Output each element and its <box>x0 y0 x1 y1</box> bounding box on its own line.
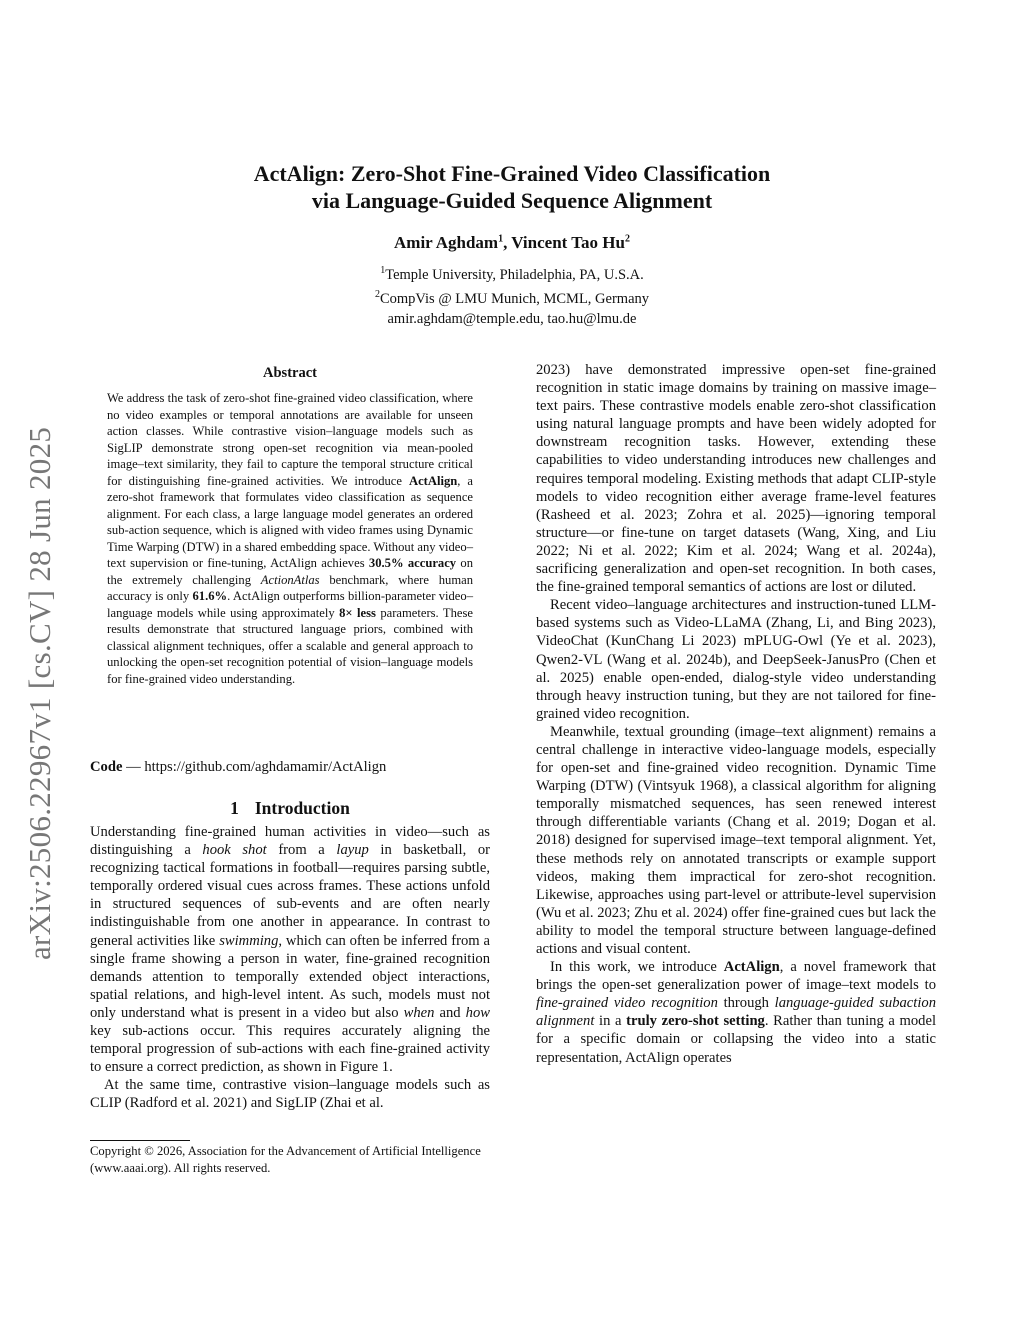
affil-1: Temple University, Philadelphia, PA, U.S.A. <box>385 266 644 283</box>
text-run: from a <box>266 842 337 859</box>
italic-run: hook shot <box>202 842 267 859</box>
paragraph: Recent video–language architectures and instruction-tuned LLM-based systems such as Video-LLaMA (Zhang, Li, and Bing 2023), VideoChat (KunChang Li 2023) mPLUG-Owl (Ye et al. 2023), Qwen2-VL (Wang et al. 2024b), and DeepSeek-JanusPro (Chen et al. 2025) enable open-ended, dialog-style video understanding through heavy instruction tuning, but they are not tailored for fine-grained video recognition. <box>536 597 936 722</box>
abstract-text: parameters. These results demonstrate that structured language priors, combined with classical alignment techniques, offer a scalable and general approach to unlocking the open-set recognition potential of vision–language models for fine-grained video understanding. <box>107 605 473 686</box>
italic-run: when <box>403 1004 435 1021</box>
title-line-1: ActAlign: Zero-Shot Fine-Grained Video Classification <box>253 161 771 186</box>
text-run: . Rather than tuning a model for a specific domain or collapsing the video into a static representation, ActAlign operates <box>536 1013 936 1066</box>
code-dash: — <box>122 759 145 775</box>
text-run: In this work, we introduce <box>550 959 724 976</box>
author-1-affil: 1 <box>498 233 504 245</box>
author-list <box>140 233 884 253</box>
arxiv-identifier: arXiv:2506.22967v1 [cs.CV] 28 Jun 2025 <box>22 426 57 960</box>
text-run: in a <box>594 1013 627 1030</box>
abstract-text: . ActAlign outperforms billion-parameter video–language models while using approximately <box>107 589 473 620</box>
footnote-divider <box>90 1140 190 1141</box>
abstract-bold: 30.5% accuracy <box>368 556 457 570</box>
title-line-2: via Language-Guided Sequence Alignment <box>311 188 713 213</box>
italic-run: swimming <box>219 932 279 949</box>
affil-2-mark: 2 <box>374 289 380 301</box>
text-run: in basketball, or recognizing tactical formations in football—requires parsing subtle, temporally ordered visual cues across frames. These actions unfold in structured sequences of sub-events and are often nearly indistinguishable from one another in appearance. In contrast to general activities like <box>90 842 490 949</box>
text-run: key sub-actions occur. This requires accurately aligning the temporal progression of sub-actions with each fine-grained activity to ensure a correct prediction, as shown in Figure 1. <box>90 1023 490 1076</box>
abstract-text: on the extremely challenging <box>107 556 474 587</box>
section-title: Introduction <box>254 798 350 818</box>
bold-run: truly zero-shot setting <box>626 1013 765 1030</box>
author-1: Amir Aghdam <box>394 233 499 252</box>
abstract-italic: ActionAtlas <box>260 572 320 587</box>
abstract-text: benchmark, where human accuracy is only <box>107 572 473 603</box>
section-number: 1 <box>230 798 239 818</box>
affil-1-mark: 1 <box>380 265 386 276</box>
copyright-footnote: Copyright © 2026, Association for the Advancement of Artificial Intelligence (www.aaai.org). All rights reserved. <box>90 1144 481 1175</box>
italic-run: layup <box>336 842 369 859</box>
code-label: Code <box>90 759 123 775</box>
paragraph: 2023) have demonstrated impressive open-set fine-grained recognition in static image domains by training on massive image–text pairs. These contrastive models enable zero-shot classification using natural language prompts and have been widely adopted for downstream recognition tasks. However, extending these capabilities to video understanding introduces new challenges and requires temporal modeling. Existing methods that adapt CLIP-style models to video recognition either average frame-level features (Rasheed et al. 2023; Zohra et al. 2025)—ignoring temporal structure—or fine-tune on target datasets (Wang, Xing, and Liu 2022; Ni et al. 2022; Kim et al. 2024; Wang et al. 2024a), sacrificing generalization and open-set recognition. In both cases, the fine-grained temporal semantics of actions are lost or diluted. <box>536 362 936 596</box>
text-run: and <box>434 1004 466 1021</box>
section-heading-introduction <box>90 798 490 819</box>
paragraph: Meanwhile, textual grounding (image–text alignment) remains a central challenge in interactive video-language models, especially for open-set and fine-grained video recognition. Dynamic Time Warping (DTW) (Vintsyuk 1968), a classical algorithm for aligning temporally mismatched sequences, has seen renewed interest through differentiable variants (Chang et al. 2019; Dogan et al. 2018) designed for supervised image–text temporal alignment. Yet, these methods rely on annotated transcripts or example support videos, making them impractical for zero-shot recognition. Likewise, approaches using part-level or attribute-level supervision (Wu et al. 2023; Zhu et al. 2024) offer fine-grained cues but lack the ability to model the temporal structure between language-defined actions and visual content. <box>536 723 936 957</box>
paragraph <box>536 958 936 1067</box>
abstract-text: We address the task of zero-shot fine-grained video classification, where no video examples or temporal annotations are available for unseen action classes. While contrastive vision–language models such as SigLIP demonstrate strong open-set recognition via mean-pooled image–text similarity, they fail to capture the temporal structure critical for distinguishing fine-grained activities. We introduce <box>107 391 473 488</box>
author-2-affil: 2 <box>624 233 630 245</box>
abstract-bold: 8× less <box>339 605 376 620</box>
affil-2: CompVis @ LMU Munich, MCML, Germany <box>379 291 650 308</box>
italic-run: fine-grained video recognition <box>536 995 718 1012</box>
affiliations <box>140 261 884 329</box>
paragraph <box>90 823 490 1076</box>
abstract-bold: ActAlign <box>408 473 458 488</box>
author-separator: , <box>503 233 512 252</box>
text-run: , which can often be inferred from a single frame showing a person in water, fine-grained recognition demands attention to temporally extended object interactions, spatial relations, and high-level intent. As such, models must not only understand what is present in a video but also <box>90 932 490 1021</box>
text-run: through <box>717 995 775 1012</box>
abstract-body <box>107 390 473 687</box>
text-run: Understanding fine-grained human activities in video—such as distinguishing a <box>90 824 490 859</box>
abstract-text: , a zero-shot framework that formulates video classification as sequence alignment. For each class, a large language model generates an ordered sub-action sequence, which is aligned with video frames using Dynamic Time Warping (DTW) in a shared embedding space. Without any video–text supervision or fine-tuning, ActAlign achieves <box>107 473 473 570</box>
italic-run: how <box>465 1004 490 1021</box>
code-url[interactable]: https://github.com/aghdamamir/ActAlign <box>144 759 387 775</box>
abstract-heading: Abstract <box>263 365 317 381</box>
paragraph: At the same time, contrastive vision–language models such as CLIP (Radford et al. 2021) and SigLIP (Zhai et al. <box>90 1077 490 1112</box>
left-column-body <box>90 823 490 1113</box>
author-2: Vincent Tao Hu <box>511 233 625 252</box>
author-emails: amir.aghdam@temple.edu, tao.hu@lmu.de <box>387 310 637 327</box>
italic-run: language-guided subaction alignment <box>536 995 936 1030</box>
abstract-bold: 61.6% <box>192 589 228 603</box>
bold-run: ActAlign <box>723 959 780 976</box>
right-column-body <box>536 361 936 1067</box>
text-run: , a novel framework that brings the open-set generalization power of image–text models to <box>536 959 936 994</box>
code-link-line <box>90 759 490 776</box>
paper-title <box>140 160 884 214</box>
